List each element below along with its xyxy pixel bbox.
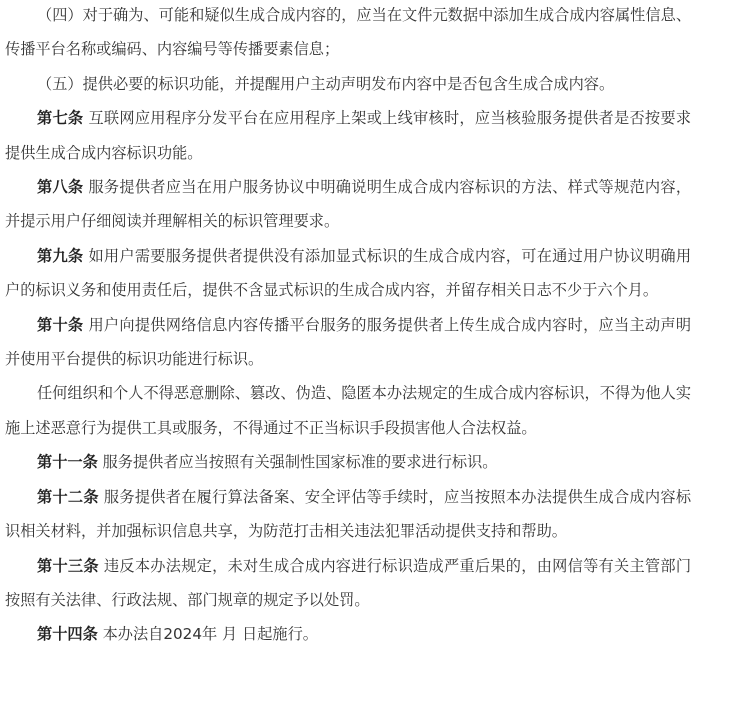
article-12-label: 第十二条 [37,487,99,506]
article-7-label: 第七条 [37,109,84,128]
article-8-label: 第八条 [37,178,84,197]
paragraph-text: 服务提供者在履行算法备案、安全评估等手续时，应当按照本办法提供生成合成内容标识相关材料，并加强标识信息共享，为防范打击相关违法犯罪活动提供支持和帮助。 [5,487,692,541]
clause-4-paragraph [5,0,691,67]
article-14-label: 第十四条 [37,625,98,644]
paragraph-text: 如用户需要服务提供者提供没有添加显式标识的生成合成内容，可在通过用户协议明确用户的标识义务和使用责任后，提供不含显式标识的生成合成内容，并留存相关日志不少于六个月。 [5,246,692,300]
document-body [5,0,691,652]
article-8-paragraph [5,170,691,239]
paragraph-text: 服务提供者应当按照有关强制性国家标准的要求进行标识。 [97,453,498,472]
paragraph-text: （五）提供必要的标识功能，并提醒用户主动声明发布内容中是否包含生成合成内容。 [37,74,615,93]
article-7-paragraph [5,101,691,170]
article-10-continuation-paragraph [5,376,691,445]
article-9-label: 第九条 [37,246,84,265]
article-11-label: 第十一条 [37,453,98,472]
article-10-label: 第十条 [37,315,84,334]
clause-5-paragraph [5,67,691,101]
paragraph-text: 任何组织和个人不得恶意删除、篡改、伪造、隐匿本办法规定的生成合成内容标识，不得为他人实施上述恶意行为提供工具或服务，不得通过不正当标识手段损害他人合法权益。 [5,384,691,437]
article-11-paragraph [5,445,691,479]
article-10-paragraph [5,308,691,377]
paragraph-text: （四）对于确为、可能和疑似生成合成内容的，应当在文件元数据中添加生成合成内容属性信息、传播平台名称或编码、内容编号等传播要素信息； [5,6,691,59]
paragraph-text: 互联网应用程序分发平台在应用程序上架或上线审核时，应当核验服务提供者是否按要求提供生成合成内容标识功能。 [5,109,692,162]
article-9-paragraph [5,239,691,308]
paragraph-text: 违反本办法规定，未对生成合成内容进行标识造成严重后果的，由网信等有关主管部门按照有关法律、行政法规、部门规章的规定予以处罚。 [5,556,692,609]
paragraph-text: 本办法自2024年 月 日起施行。 [97,625,318,644]
article-13-label: 第十三条 [37,556,99,575]
article-12-paragraph [5,480,691,549]
article-14-paragraph [5,617,691,651]
article-13-paragraph [5,549,691,618]
paragraph-text: 服务提供者应当在用户服务协议中明确说明生成合成内容标识的方法、样式等规范内容，并提示用户仔细阅读并理解相关的标识管理要求。 [5,178,692,231]
paragraph-text: 用户向提供网络信息内容传播平台服务的服务提供者上传生成合成内容时，应当主动声明并使用平台提供的标识功能进行标识。 [5,315,692,369]
